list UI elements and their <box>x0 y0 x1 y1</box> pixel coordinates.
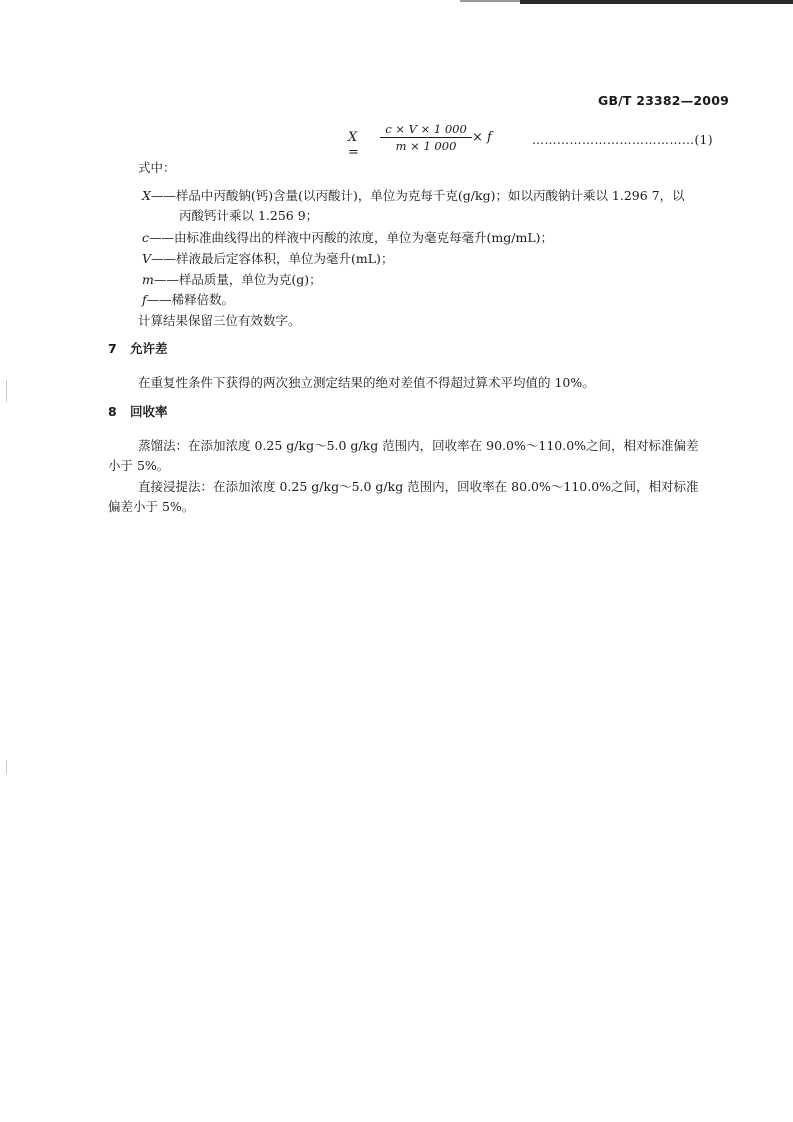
definition-text: ——稀释倍数。 <box>146 292 235 307</box>
where-label: 式中： <box>138 160 176 175</box>
section-number: 7 <box>108 341 117 356</box>
definition-x-continued <box>179 206 318 224</box>
paragraph: 偏差小于 5%。 <box>108 499 195 514</box>
formula-denominator: m × 1 000 <box>395 139 457 153</box>
scan-edge-mark <box>460 0 520 2</box>
section-title: 允许差 <box>130 341 168 356</box>
definition-text: ——样液最后定容体积，单位为毫升(mL)； <box>151 251 394 266</box>
section-number: 8 <box>108 404 117 419</box>
margin-mark <box>6 380 7 402</box>
paragraph: 在重复性条件下获得的两次独立测定结果的绝对差值不得超过算术平均值的 10%。 <box>138 375 595 390</box>
section-heading-7 <box>108 339 168 357</box>
result-note: 计算结果保留三位有效数字。 <box>138 313 301 328</box>
definition-f <box>142 290 234 308</box>
definition-text: ——由标准曲线得出的样液中丙酸的浓度，单位为毫克每毫升(mg/mL)； <box>149 230 553 245</box>
margin-mark <box>6 760 7 774</box>
definition-symbol: c <box>142 230 150 245</box>
formula-lhs: X = <box>348 130 359 160</box>
standard-code: GB/T 23382—2009 <box>597 93 729 108</box>
definition-v <box>142 249 393 267</box>
paragraph: 小于 5%。 <box>108 458 170 473</box>
definition-c <box>142 228 553 246</box>
formula-fraction <box>380 122 472 153</box>
paragraph: 直接浸提法：在添加浓度 0.25 g/kg～5.0 g/kg 范围内，回收率在 80.0%～110.0%之间，相对标准 <box>138 479 699 494</box>
definition-text: ——样品中丙酸钠(钙)含量(以丙酸计)，单位为克每千克(g/kg)；如以丙酸钠计乘以 1.296 7，以 <box>150 188 685 203</box>
formula-rhs: × f <box>472 130 492 145</box>
definition-m <box>142 270 322 288</box>
section-title: 回收率 <box>130 404 168 419</box>
equation-number: …………………………………(1) <box>532 133 713 147</box>
paragraph: 蒸馏法：在添加浓度 0.25 g/kg～5.0 g/kg 范围内，回收率在 90.0%～110.0%之间，相对标准偏差 <box>138 438 699 453</box>
scan-edge-shadow <box>520 0 793 4</box>
definition-symbol: f <box>142 292 147 307</box>
section-heading-8 <box>108 402 168 420</box>
definition-text: 丙酸钙计乘以 1.256 9； <box>179 208 319 223</box>
definition-symbol: V <box>142 251 152 266</box>
definition-text: ——样品质量，单位为克(g)； <box>153 272 322 287</box>
definition-x <box>142 186 685 204</box>
definition-symbol: m <box>142 272 154 287</box>
definition-symbol: X <box>142 188 151 203</box>
formula-numerator: c × V × 1 000 <box>380 122 472 138</box>
